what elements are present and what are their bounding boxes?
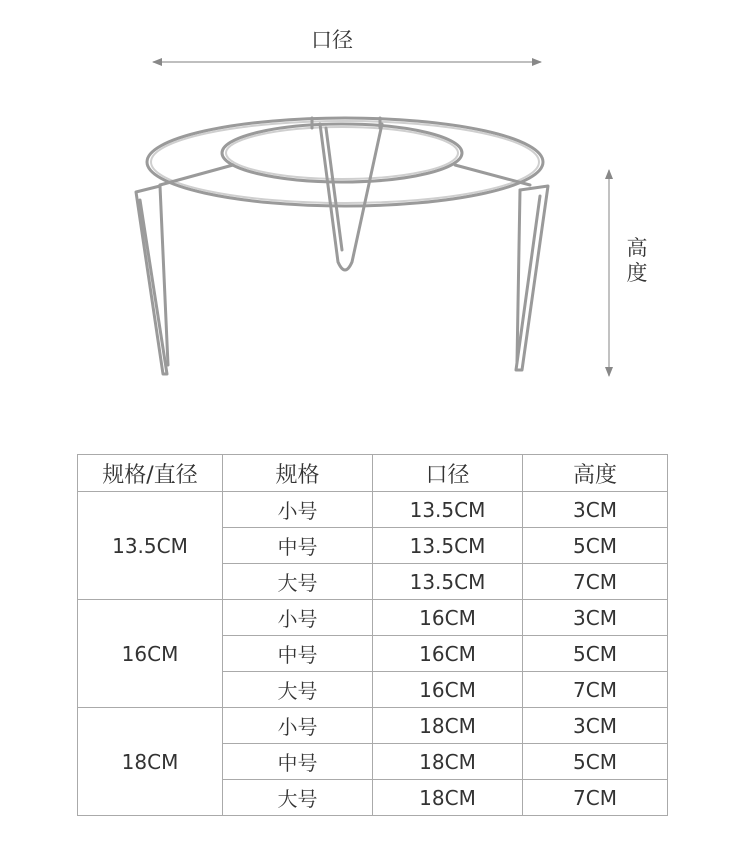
- caliber-cell: 16CM: [373, 600, 523, 636]
- group-diameter-cell: 13.5CM: [78, 492, 223, 600]
- caliber-cell: 18CM: [373, 780, 523, 816]
- header-caliber: 口径: [373, 455, 523, 492]
- rack-wireframe: [136, 118, 548, 374]
- size-cell: 小号: [223, 708, 373, 744]
- height-cell: 5CM: [523, 528, 668, 564]
- table-row: [78, 492, 668, 528]
- diameter-label: 口径: [311, 28, 353, 52]
- steamer-rack-illustration: [0, 0, 750, 420]
- caliber-cell: 18CM: [373, 708, 523, 744]
- size-cell: 中号: [223, 636, 373, 672]
- header-spec-diameter: 规格/直径: [78, 455, 223, 492]
- caliber-cell: 13.5CM: [373, 492, 523, 528]
- table-header-row: [78, 455, 668, 492]
- caliber-cell: 16CM: [373, 636, 523, 672]
- height-cell: 7CM: [523, 780, 668, 816]
- size-cell: 大号: [223, 564, 373, 600]
- group-diameter-cell: 16CM: [78, 600, 223, 708]
- table-row: [78, 708, 668, 744]
- caliber-cell: 18CM: [373, 744, 523, 780]
- caliber-cell: 13.5CM: [373, 528, 523, 564]
- size-cell: 中号: [223, 744, 373, 780]
- size-cell: 大号: [223, 672, 373, 708]
- height-cell: 3CM: [523, 492, 668, 528]
- height-cell: 3CM: [523, 708, 668, 744]
- spec-table: [77, 454, 668, 816]
- table-row: [78, 600, 668, 636]
- caliber-cell: 13.5CM: [373, 564, 523, 600]
- height-cell: 5CM: [523, 636, 668, 672]
- height-label: 高度: [626, 236, 648, 285]
- height-cell: 7CM: [523, 672, 668, 708]
- size-cell: 小号: [223, 492, 373, 528]
- size-cell: 中号: [223, 528, 373, 564]
- product-diagram: [0, 0, 750, 420]
- header-height: 高度: [523, 455, 668, 492]
- size-cell: 大号: [223, 780, 373, 816]
- group-diameter-cell: 18CM: [78, 708, 223, 816]
- caliber-cell: 16CM: [373, 672, 523, 708]
- header-spec: 规格: [223, 455, 373, 492]
- height-cell: 7CM: [523, 564, 668, 600]
- height-cell: 3CM: [523, 600, 668, 636]
- height-cell: 5CM: [523, 744, 668, 780]
- size-cell: 小号: [223, 600, 373, 636]
